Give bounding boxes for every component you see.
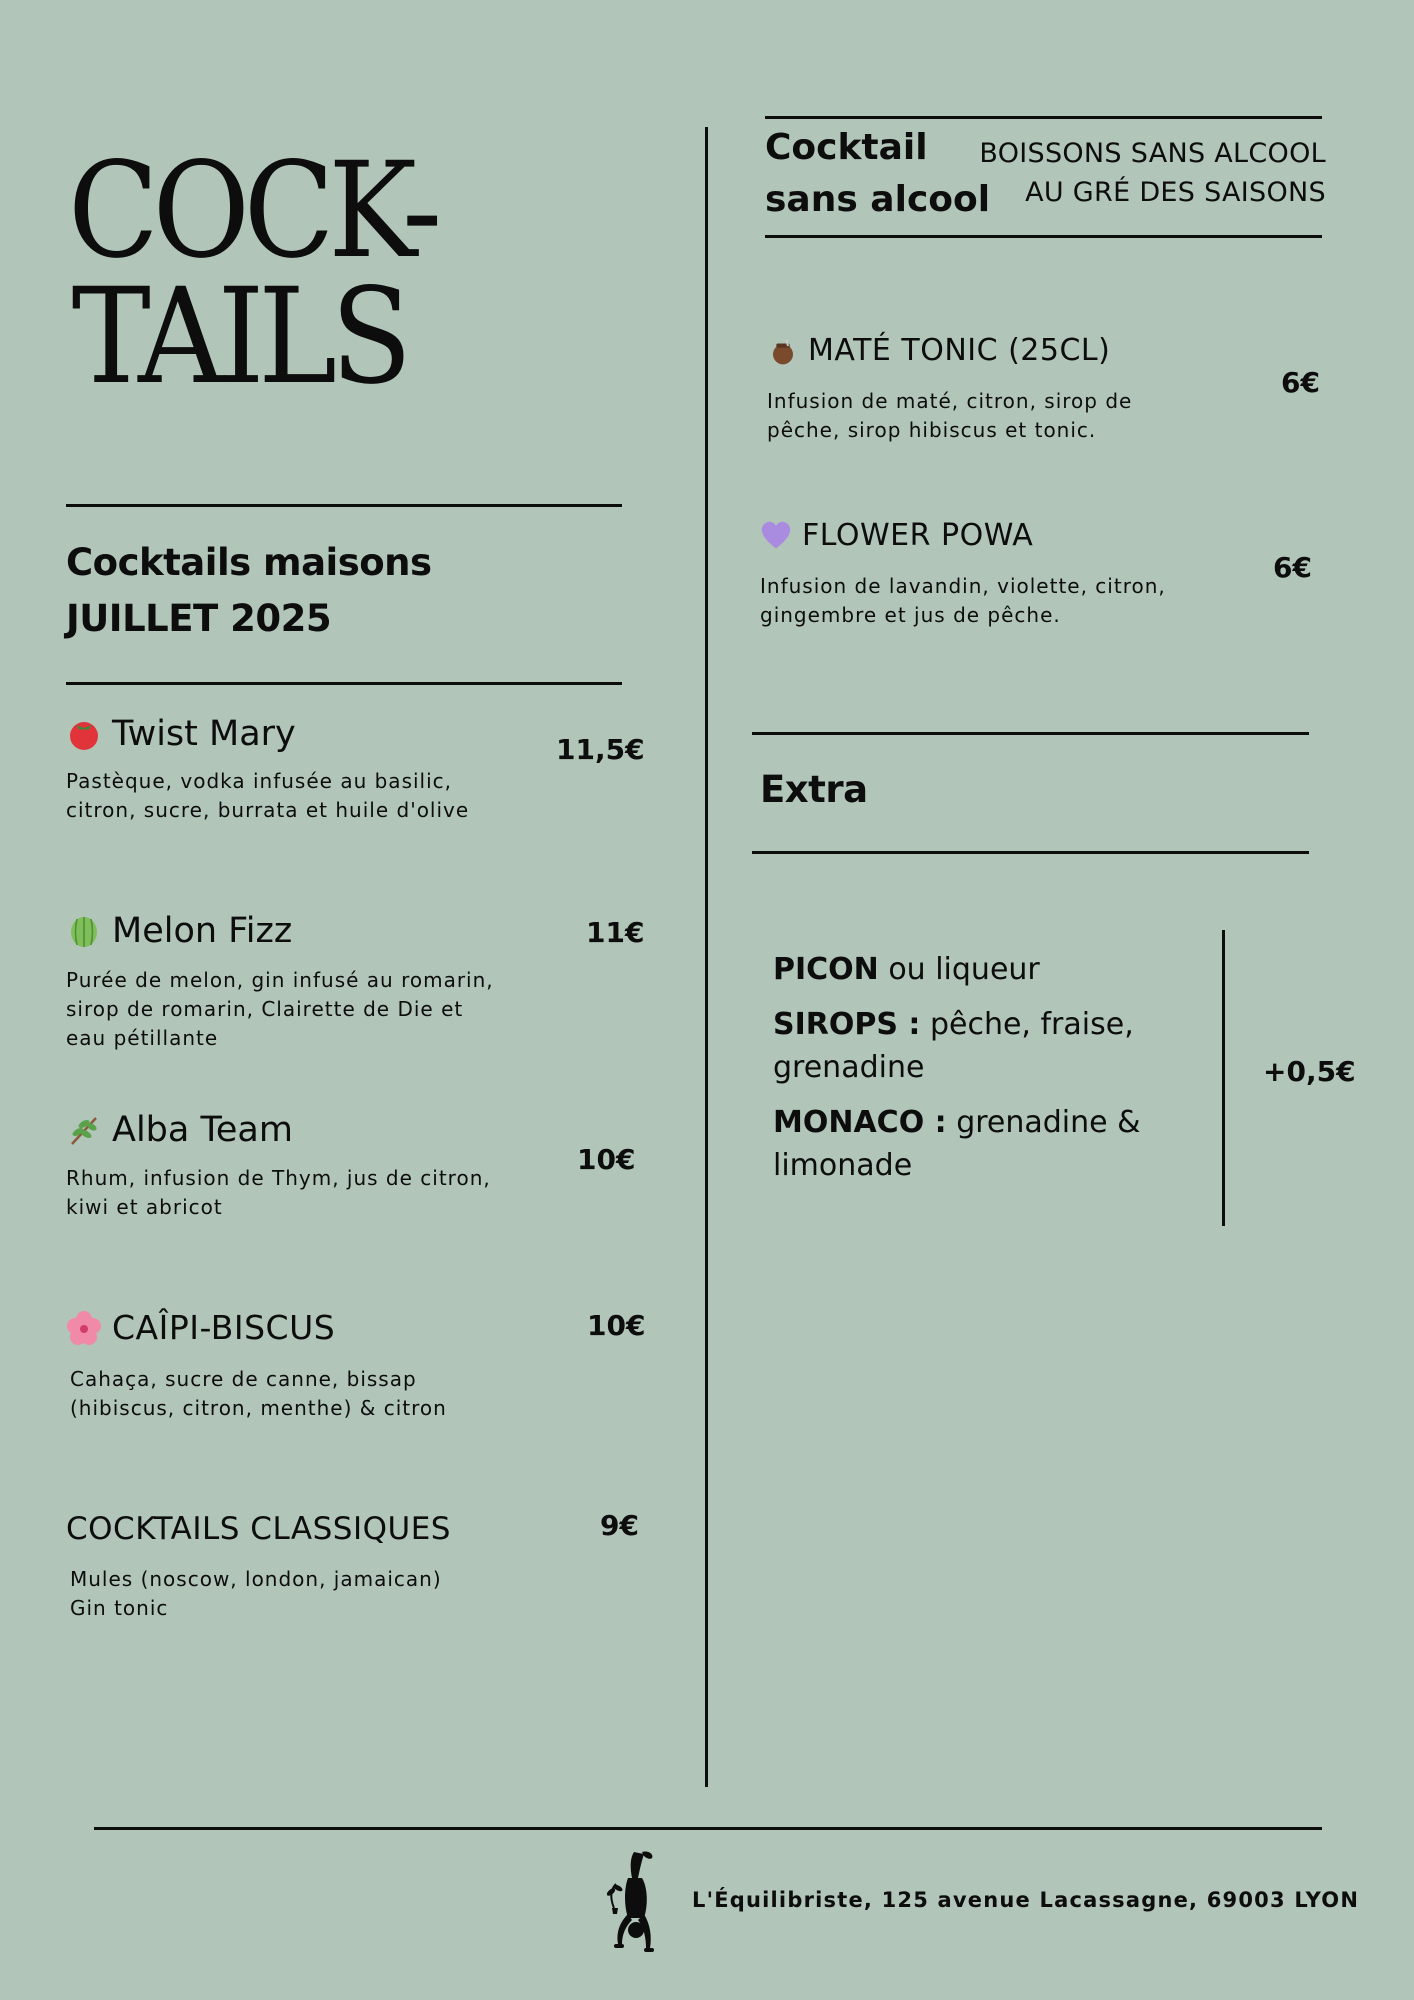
tomato-icon [66,716,102,752]
mate-gourd-icon [768,336,798,366]
divider [66,504,622,507]
footer-divider [94,1827,1322,1830]
menu-item-description: Infusion de lavandin, violette, citron, gingembre et jus de pêche. [760,574,1166,627]
menu-item-name: CAÎPI-BISCUS [66,1307,335,1349]
divider [752,851,1309,854]
menu-item-price: 6€ [1281,366,1320,399]
menu-item-description: Rhum, infusion de Thym, jus de citron, kiwi et abricot [66,1166,491,1219]
extra-item: SIROPS : pêche, fraise, grenadine [773,1007,1134,1085]
hibiscus-icon [66,1310,102,1346]
menu-title-line2: TAILS [71,260,406,414]
purple-heart-icon [760,520,792,552]
non-alcoholic-subtitle: BOISSONS SANS ALCOOL AU GRÉ DES SAISONS [979,138,1326,208]
extra-title: Extra [760,768,868,811]
divider [752,732,1309,735]
menu-item-description: Infusion de maté, citron, sirop de pêche, sirop hibiscus et tonic. [767,389,1133,442]
extras-list [773,948,1193,1199]
column-divider [705,127,708,1787]
menu-title-line1: COCK- [68,134,436,288]
menu-item-name: Twist Mary [66,713,296,755]
menu-item-name: MATÉ TONIC (25CL) [768,330,1110,372]
extra-item: PICON ou liqueur [773,952,1040,987]
menu-item-name: FLOWER POWA [760,515,1033,557]
non-alcoholic-title: Cocktail sans alcool [765,127,991,220]
menu-item-price: 10€ [587,1309,646,1342]
extras-divider [1222,930,1225,1226]
menu-title [68,134,436,414]
divider [66,682,622,685]
house-cocktails-title: Cocktails maisons JUILLET 2025 [66,541,432,640]
footer-address: L'Équilibriste, 125 avenue Lacassagne, 69003 LYON [692,1888,1360,1912]
menu-item-price: 11,5€ [556,733,645,766]
menu-item-price: 6€ [1273,551,1312,584]
menu-item-price: 10€ [577,1143,636,1176]
menu-item-price: 11€ [586,916,645,949]
menu-item-price: 9€ [600,1509,639,1542]
handstand-figure-logo [604,1848,666,1966]
menu-item-name: COCKTAILS CLASSIQUES [66,1511,451,1547]
menu-item-description: Cahaça, sucre de canne, bissap (hibiscus, citron, menthe) & citron [70,1367,447,1420]
menu-item-description: Mules (noscow, london, jamaican) Gin tonic [70,1567,442,1620]
extra-item: MONACO : grenadine & limonade [773,1105,1141,1183]
menu-item-name: Melon Fizz [66,910,292,952]
divider [765,235,1322,238]
menu-item-name: Alba Team [66,1109,293,1151]
herb-sprig-icon [66,1112,102,1148]
divider [765,116,1322,119]
menu-item-description: Purée de melon, gin infusé au romarin, sirop de romarin, Clairette de Die et eau pétillante [66,968,494,1050]
melon-icon [66,913,102,949]
menu-item-description: Pastèque, vodka infusée au basilic, citron, sucre, burrata et huile d'olive [66,769,470,822]
extra-price: +0,5€ [1263,1055,1356,1088]
